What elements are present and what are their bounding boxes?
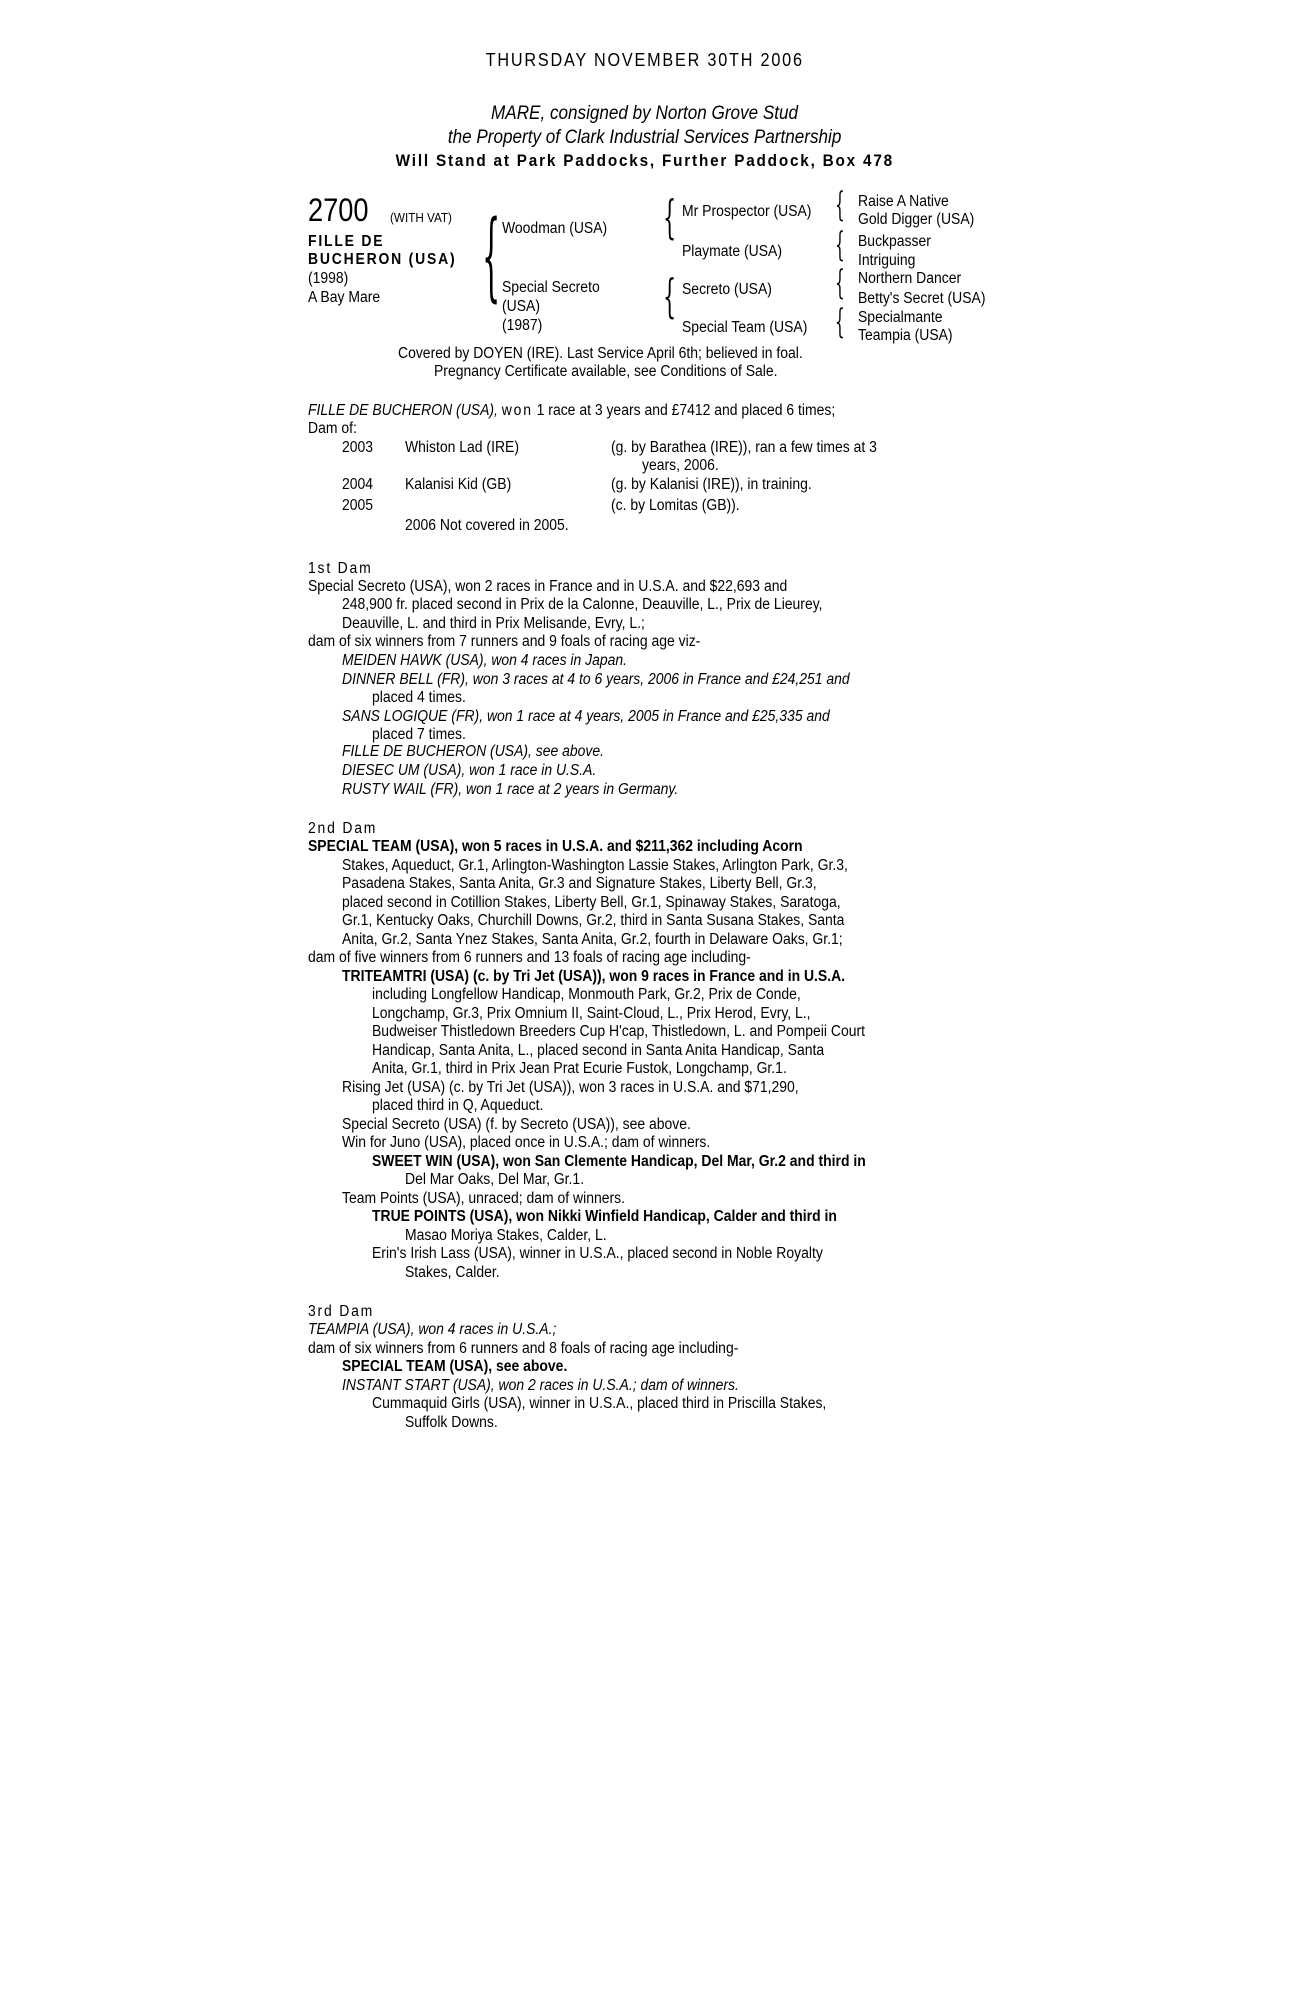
pedigree-ggs-3: Buckpasser [858,233,931,250]
first-dam-line: dam of six winners from 7 runners and 9 foals of racing age viz- [308,633,701,650]
pedigree-brace-gs3: { [835,263,845,303]
pedigree-ggs-4: Intriguing [858,252,916,269]
pedigree-dam-line2: (USA) [502,298,540,315]
first-dam-line: RUSTY WAIL (FR), won 1 race at 2 years in Germany. [342,781,679,798]
pedigree-brace-main: { [482,200,501,312]
covered-line: Covered by DOYEN (IRE). Last Service April 6th; believed in foal. [398,345,803,362]
own-record-line: FILLE DE BUCHERON (USA), won 1 race at 3 years and £7412 and placed 6 times; [308,402,836,419]
pedigree-grandsire-4: Special Team (USA) [682,319,808,336]
second-dam-line: placed third in Q, Aqueduct. [372,1097,544,1114]
pregnancy-line: Pregnancy Certificate available, see Conditions of Sale. [434,363,778,380]
pedigree-brace-dam: { [663,269,677,323]
third-dam-line: INSTANT START (USA), won 2 races in U.S.A.; dam of winners. [342,1377,739,1394]
first-dam-line: placed 4 times. [372,689,466,706]
pedigree-ggs-1: Raise A Native [858,193,949,210]
produce-desc-2003: (g. by Barathea (IRE)), ran a few times at 3 [611,439,877,456]
second-dam-line: Pasadena Stakes, Santa Anita, Gr.3 and Signature Stakes, Liberty Bell, Gr.3, [342,875,817,892]
second-dam-line: Anita, Gr.1, third in Prix Jean Prat Ecurie Fustok, Longchamp, Gr.1. [372,1060,787,1077]
dam-of-label: Dam of: [308,420,357,437]
consignor-line: MARE, consigned by Norton Grove Stud [491,103,799,124]
foaling-year: (1998) [308,270,349,287]
pedigree-ggs-8: Teampia (USA) [858,327,953,344]
third-dam-line: Cummaquid Girls (USA), winner in U.S.A., placed third in Priscilla Stakes, [372,1395,827,1412]
first-dam-heading: 1st Dam [308,560,373,577]
pedigree-ggs-6: Betty's Secret (USA) [858,290,986,307]
pedigree-dam-line3: (1987) [502,317,543,334]
pedigree-brace-gs4: { [835,302,845,342]
produce-desc-2005: (c. by Lomitas (GB)). [611,497,740,514]
second-dam-line: Longchamp, Gr.3, Prix Omnium II, Saint-Cloud, L., Prix Herod, Evry, L., [372,1005,811,1022]
produce-year-2003: 2003 [342,439,374,456]
first-dam-line: SANS LOGIQUE (FR), won 1 race at 4 years, 2005 in France and £25,335 and [342,708,830,725]
third-dam-line: Suffolk Downs. [405,1414,498,1431]
second-dam-line: Gr.1, Kentucky Oaks, Churchill Downs, Gr.2, third in Santa Susana Stakes, Santa [342,912,845,929]
vat-label: (WITH VAT) [390,210,452,225]
first-dam-line: DINNER BELL (FR), won 3 races at 4 to 6 years, 2006 in France and £24,251 and [342,671,850,688]
first-dam-line: placed 7 times. [372,726,466,743]
second-dam-line: including Longfellow Handicap, Monmouth Park, Gr.2, Prix de Conde, [372,986,801,1003]
pedigree-brace-gs1: { [835,185,845,225]
third-dam-line: SPECIAL TEAM (USA), see above. [342,1358,568,1375]
second-dam-line: placed second in Cotillion Stakes, Liberty Bell, Gr.1, Spinaway Stakes, Saratoga, [342,894,841,911]
second-dam-line: Stakes, Calder. [405,1264,500,1281]
second-dam-line: Masao Moriya Stakes, Calder, L. [405,1227,607,1244]
pedigree-grandsire-3: Secreto (USA) [682,281,772,298]
first-dam-line: Special Secreto (USA), won 2 races in France and in U.S.A. and $22,693 and [308,578,788,595]
produce-year-2004: 2004 [342,476,374,493]
second-dam-line: Team Points (USA), unraced; dam of winners. [342,1190,625,1207]
second-dam-line: Budweiser Thistledown Breeders Cup H'cap, Thistledown, L. and Pompeii Court [372,1023,865,1040]
sale-date: THURSDAY NOVEMBER 30TH 2006 [485,50,805,70]
pedigree-brace-sire: { [663,190,677,244]
second-dam-heading: 2nd Dam [308,820,378,837]
produce-desc-2004: (g. by Kalanisi (IRE)), in training. [611,476,812,493]
pedigree-brace-gs2: { [835,225,845,265]
second-dam-line: Anita, Gr.2, Santa Ynez Stakes, Santa Anita, Gr.2, fourth in Delaware Oaks, Gr.1; [342,931,843,948]
first-dam-line: Deauville, L. and third in Prix Melisande, Evry, L.; [342,615,645,632]
produce-name-2003: Whiston Lad (IRE) [405,439,519,456]
pedigree-sire: Woodman (USA) [502,220,608,237]
second-dam-line: Rising Jet (USA) (c. by Tri Jet (USA)), won 3 races in U.S.A. and $71,290, [342,1079,799,1096]
second-dam-line: Special Secreto (USA) (f. by Secreto (USA)), see above. [342,1116,691,1133]
first-dam-line: DIESEC UM (USA), won 1 race in U.S.A. [342,762,597,779]
produce-year-2005: 2005 [342,497,374,514]
stand-line: Will Stand at Park Paddocks, Further Paddock, Box 478 [395,151,895,170]
pedigree-ggs-5: Northern Dancer [858,270,962,287]
second-dam-line: Stakes, Aqueduct, Gr.1, Arlington-Washington Lassie Stakes, Arlington Park, Gr.3, [342,857,848,874]
first-dam-line: 248,900 fr. placed second in Prix de la Calonne, Deauville, L., Prix de Lieurey, [342,596,823,613]
pedigree-ggs-7: Specialmante [858,309,943,326]
second-dam-line: Erin's Irish Lass (USA), winner in U.S.A., placed second in Noble Royalty [372,1245,823,1262]
property-line: the Property of Clark Industrial Services Partnership [448,127,842,148]
first-dam-line: FILLE DE BUCHERON (USA), see above. [342,743,605,760]
produce-name-2004: Kalanisi Kid (GB) [405,476,512,493]
horse-name-line1: FILLE DE [308,233,385,250]
lot-number: 2700 [308,192,369,228]
pedigree-ggs-2: Gold Digger (USA) [858,211,975,228]
pedigree-grandsire-1: Mr Prospector (USA) [682,203,812,220]
not-covered-line: 2006 Not covered in 2005. [405,517,569,534]
second-dam-line: dam of five winners from 6 runners and 13 foals of racing age including- [308,949,751,966]
pedigree-grandsire-2: Playmate (USA) [682,243,783,260]
horse-name-line2: BUCHERON (USA) [308,251,457,268]
second-dam-line: SPECIAL TEAM (USA), won 5 races in U.S.A. and $211,362 including Acorn [308,838,803,855]
second-dam-line: Win for Juno (USA), placed once in U.S.A.; dam of winners. [342,1134,711,1151]
second-dam-line: Handicap, Santa Anita, L., placed second in Santa Anita Handicap, Santa [372,1042,825,1059]
produce-desc2-2003: years, 2006. [642,457,719,474]
third-dam-line: dam of six winners from 6 runners and 8 foals of racing age including- [308,1340,739,1357]
second-dam-line: Del Mar Oaks, Del Mar, Gr.1. [405,1171,585,1188]
second-dam-line: TRUE POINTS (USA), won Nikki Winfield Handicap, Calder and third in [372,1208,837,1225]
third-dam-line: TEAMPIA (USA), won 4 races in U.S.A.; [308,1321,557,1338]
third-dam-heading: 3rd Dam [308,1303,375,1320]
second-dam-line: TRITEAMTRI (USA) (c. by Tri Jet (USA)), won 9 races in France and in U.S.A. [342,968,846,985]
first-dam-line: MEIDEN HAWK (USA), won 4 races in Japan. [342,652,628,669]
second-dam-line: SWEET WIN (USA), won San Clemente Handicap, Del Mar, Gr.2 and third in [372,1153,866,1170]
pedigree-dam-line1: Special Secreto [502,279,600,296]
horse-description: A Bay Mare [308,289,381,306]
